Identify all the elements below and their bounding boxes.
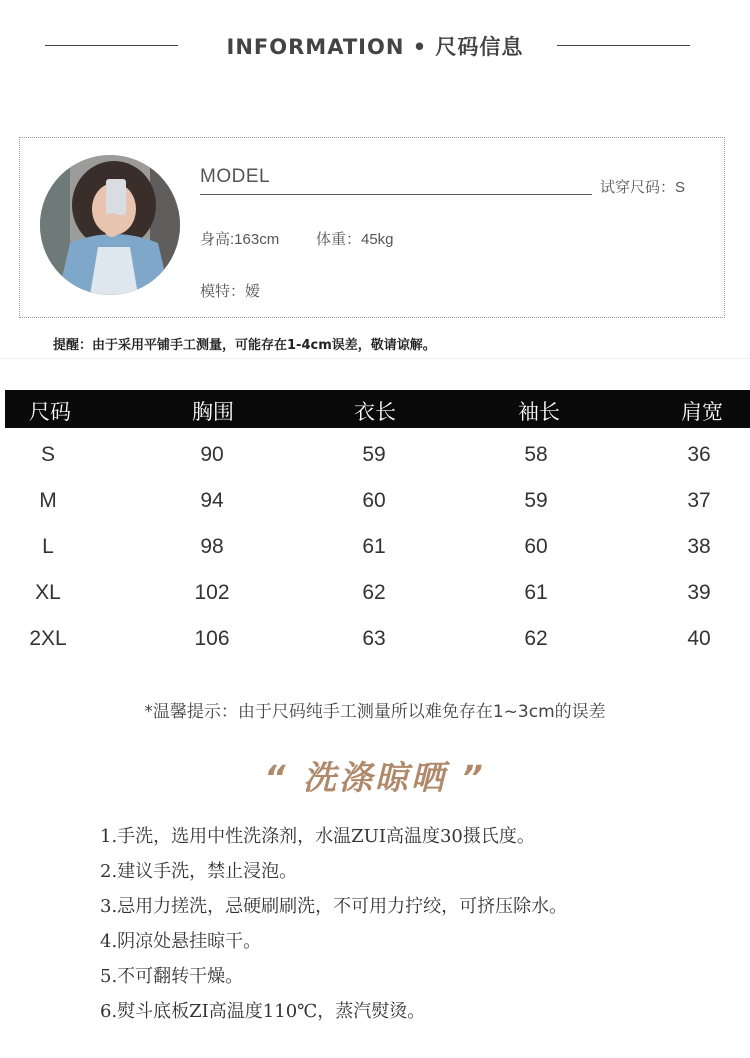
model-weight: 体重：45kg [316, 231, 394, 248]
table-cell: 39 [687, 581, 711, 604]
washing-item: 2.建议手洗，禁止浸泡。 [100, 861, 298, 882]
table-cell: S [40, 443, 55, 466]
table-cell: 58 [524, 443, 548, 466]
table-cell: M [39, 489, 57, 512]
col-header-size: 尺码 [29, 400, 71, 424]
washing-item: 6.熨斗底板ZI高温度110℃，蒸汽熨烫。 [100, 1001, 426, 1022]
table-cell: 60 [362, 489, 386, 512]
col-header-sleeve: 袖长 [518, 400, 560, 424]
model-avatar [40, 155, 180, 295]
table-cell: L [42, 535, 54, 558]
model-height: 身高:163cm [200, 231, 280, 248]
table-cell: 94 [200, 489, 224, 512]
model-card [19, 137, 725, 318]
washing-item: 5.不可翻转干燥。 [100, 966, 244, 987]
table-cell: 106 [194, 627, 230, 650]
washing-item: 1.手洗，选用中性洗涤剂，水温ZUI高温度30摄氏度。 [100, 826, 535, 847]
table-cell: 62 [362, 581, 386, 604]
measurement-tip: *温馨提示：由于尺码纯手工测量所以难免存在1~3cm的误差 [144, 702, 606, 722]
col-header-chest: 胸围 [192, 400, 234, 424]
section-divider [0, 358, 750, 359]
table-cell: 59 [524, 489, 548, 512]
washing-title: “ 洗涤晾晒 ” [264, 758, 486, 797]
washing-item: 4.阴凉处悬挂晾干。 [100, 931, 262, 952]
table-cell: 36 [687, 443, 711, 466]
model-label: MODEL [200, 166, 271, 187]
model-photo-icon [40, 155, 180, 295]
header-rule-left [45, 45, 178, 46]
fit-size-text: 试穿尺码：S [600, 179, 686, 196]
table-cell: 2XL [29, 627, 67, 650]
page-title: INFORMATION • 尺码信息 [226, 35, 524, 59]
model-name: 模特：嫒 [200, 283, 261, 300]
table-cell: 90 [200, 443, 224, 466]
table-cell: 102 [194, 581, 230, 604]
washing-item: 3.忌用力搓洗，忌硬刷刷洗，不可用力拧绞，可挤压除水。 [100, 896, 568, 917]
table-cell: 38 [687, 535, 711, 558]
table-cell: 62 [524, 627, 548, 650]
header-rule-right [557, 45, 690, 46]
measurement-notice: 提醒：由于采用平铺手工测量，可能存在1-4cm误差，敬请谅解。 [53, 338, 436, 353]
col-header-shoulder: 肩宽 [681, 400, 723, 424]
table-cell: 59 [362, 443, 386, 466]
model-underline [200, 194, 592, 195]
table-cell: 60 [524, 535, 548, 558]
table-cell: 40 [687, 627, 711, 650]
col-header-length: 衣长 [354, 400, 396, 424]
table-cell: 98 [200, 535, 224, 558]
table-cell: 61 [524, 581, 548, 604]
table-cell: XL [35, 581, 61, 604]
table-cell: 37 [687, 489, 711, 512]
table-cell: 63 [362, 627, 386, 650]
table-cell: 61 [362, 535, 386, 558]
